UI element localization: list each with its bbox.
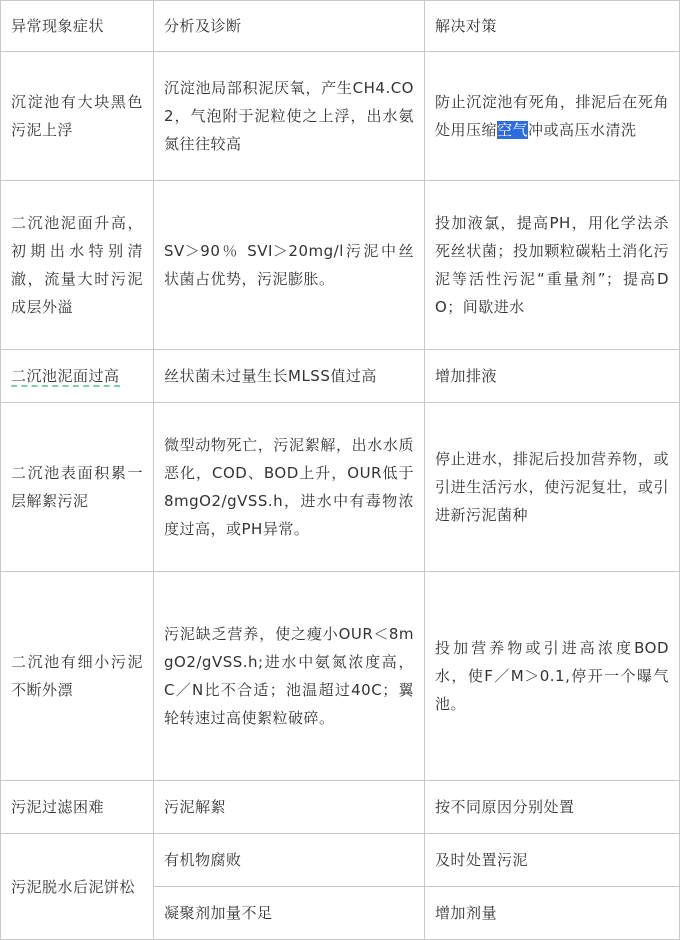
analysis-cell: 凝聚剂加量不足 [154,887,425,940]
symptom-cell: 污泥脱水后泥饼松 [1,834,154,940]
analysis-cell: 污泥解絮 [154,781,425,834]
symptom-cell: 二沉池有细小污泥不断外漂 [1,572,154,781]
analysis-cell: 污泥缺乏营养，使之瘦小OUR＜8mgO2/gVSS.h;进水中氨氮浓度高，C／N比不合适；池温超过40C；翼轮转速过高使絮粒破碎。 [154,572,425,781]
symptom-cell: 二沉池泥面升高，初期出水特别清澈，流量大时污泥成层外溢 [1,181,154,350]
solution-cell: 及时处置污泥 [425,834,680,887]
symptom-cell: 沉淀池有大块黑色污泥上浮 [1,52,154,181]
spellcheck-underline: 二沉池泥面过高 [11,367,120,385]
analysis-cell: SV＞90％ SVI＞20mg/l污泥中丝状菌占优势，污泥膨胀。 [154,181,425,350]
table-row [1,781,680,834]
header-analysis: 分析及诊断 [154,1,425,52]
solution-text: 防止沉淀池有死角，排泥后在死角处用压缩 [435,93,669,139]
solution-cell: 投加营养物或引进高浓度BOD水，使F／M＞0.1,停开一个曝气池。 [425,572,680,781]
solution-cell [425,52,680,181]
table-row [1,181,680,350]
header-symptom: 异常现象症状 [1,1,154,52]
solution-cell: 增加剂量 [425,887,680,940]
analysis-cell: 微型动物死亡，污泥絮解，出水水质恶化，COD、BOD上升，OUR低于8mgO2/gVSS.h，进水中有毒物浓度过高，或PH异常。 [154,403,425,572]
header-solution: 解决对策 [425,1,680,52]
analysis-cell: 沉淀池局部积泥厌氧，产生CH4.CO2，气泡附于泥粒使之上浮，出水氨氮往往较高 [154,52,425,181]
solution-text: 冲或高压水清洗 [528,121,637,139]
table-row [1,403,680,572]
table-header-row [1,1,680,52]
table-row [1,572,680,781]
table-row [1,52,680,181]
solution-cell: 增加排液 [425,350,680,403]
solution-cell: 按不同原因分别处置 [425,781,680,834]
symptom-cell: 污泥过滤困难 [1,781,154,834]
analysis-cell: 有机物腐败 [154,834,425,887]
symptom-cell: 二沉池表面积累一层解絮污泥 [1,403,154,572]
table-row [1,834,680,887]
analysis-cell: 丝状菌未过量生长MLSS值过高 [154,350,425,403]
selected-text[interactable]: 空气 [497,121,529,139]
table-row [1,350,680,403]
symptom-cell [1,350,154,403]
solution-cell: 停止进水，排泥后投加营养物，或引进生活污水，使污泥复壮，或引进新污泥菌种 [425,403,680,572]
solution-cell: 投加液氯，提高PH，用化学法杀死丝状菌；投加颗粒碳粘土消化污泥等活性污泥“重量剂”；提高DO；间歇进水 [425,181,680,350]
